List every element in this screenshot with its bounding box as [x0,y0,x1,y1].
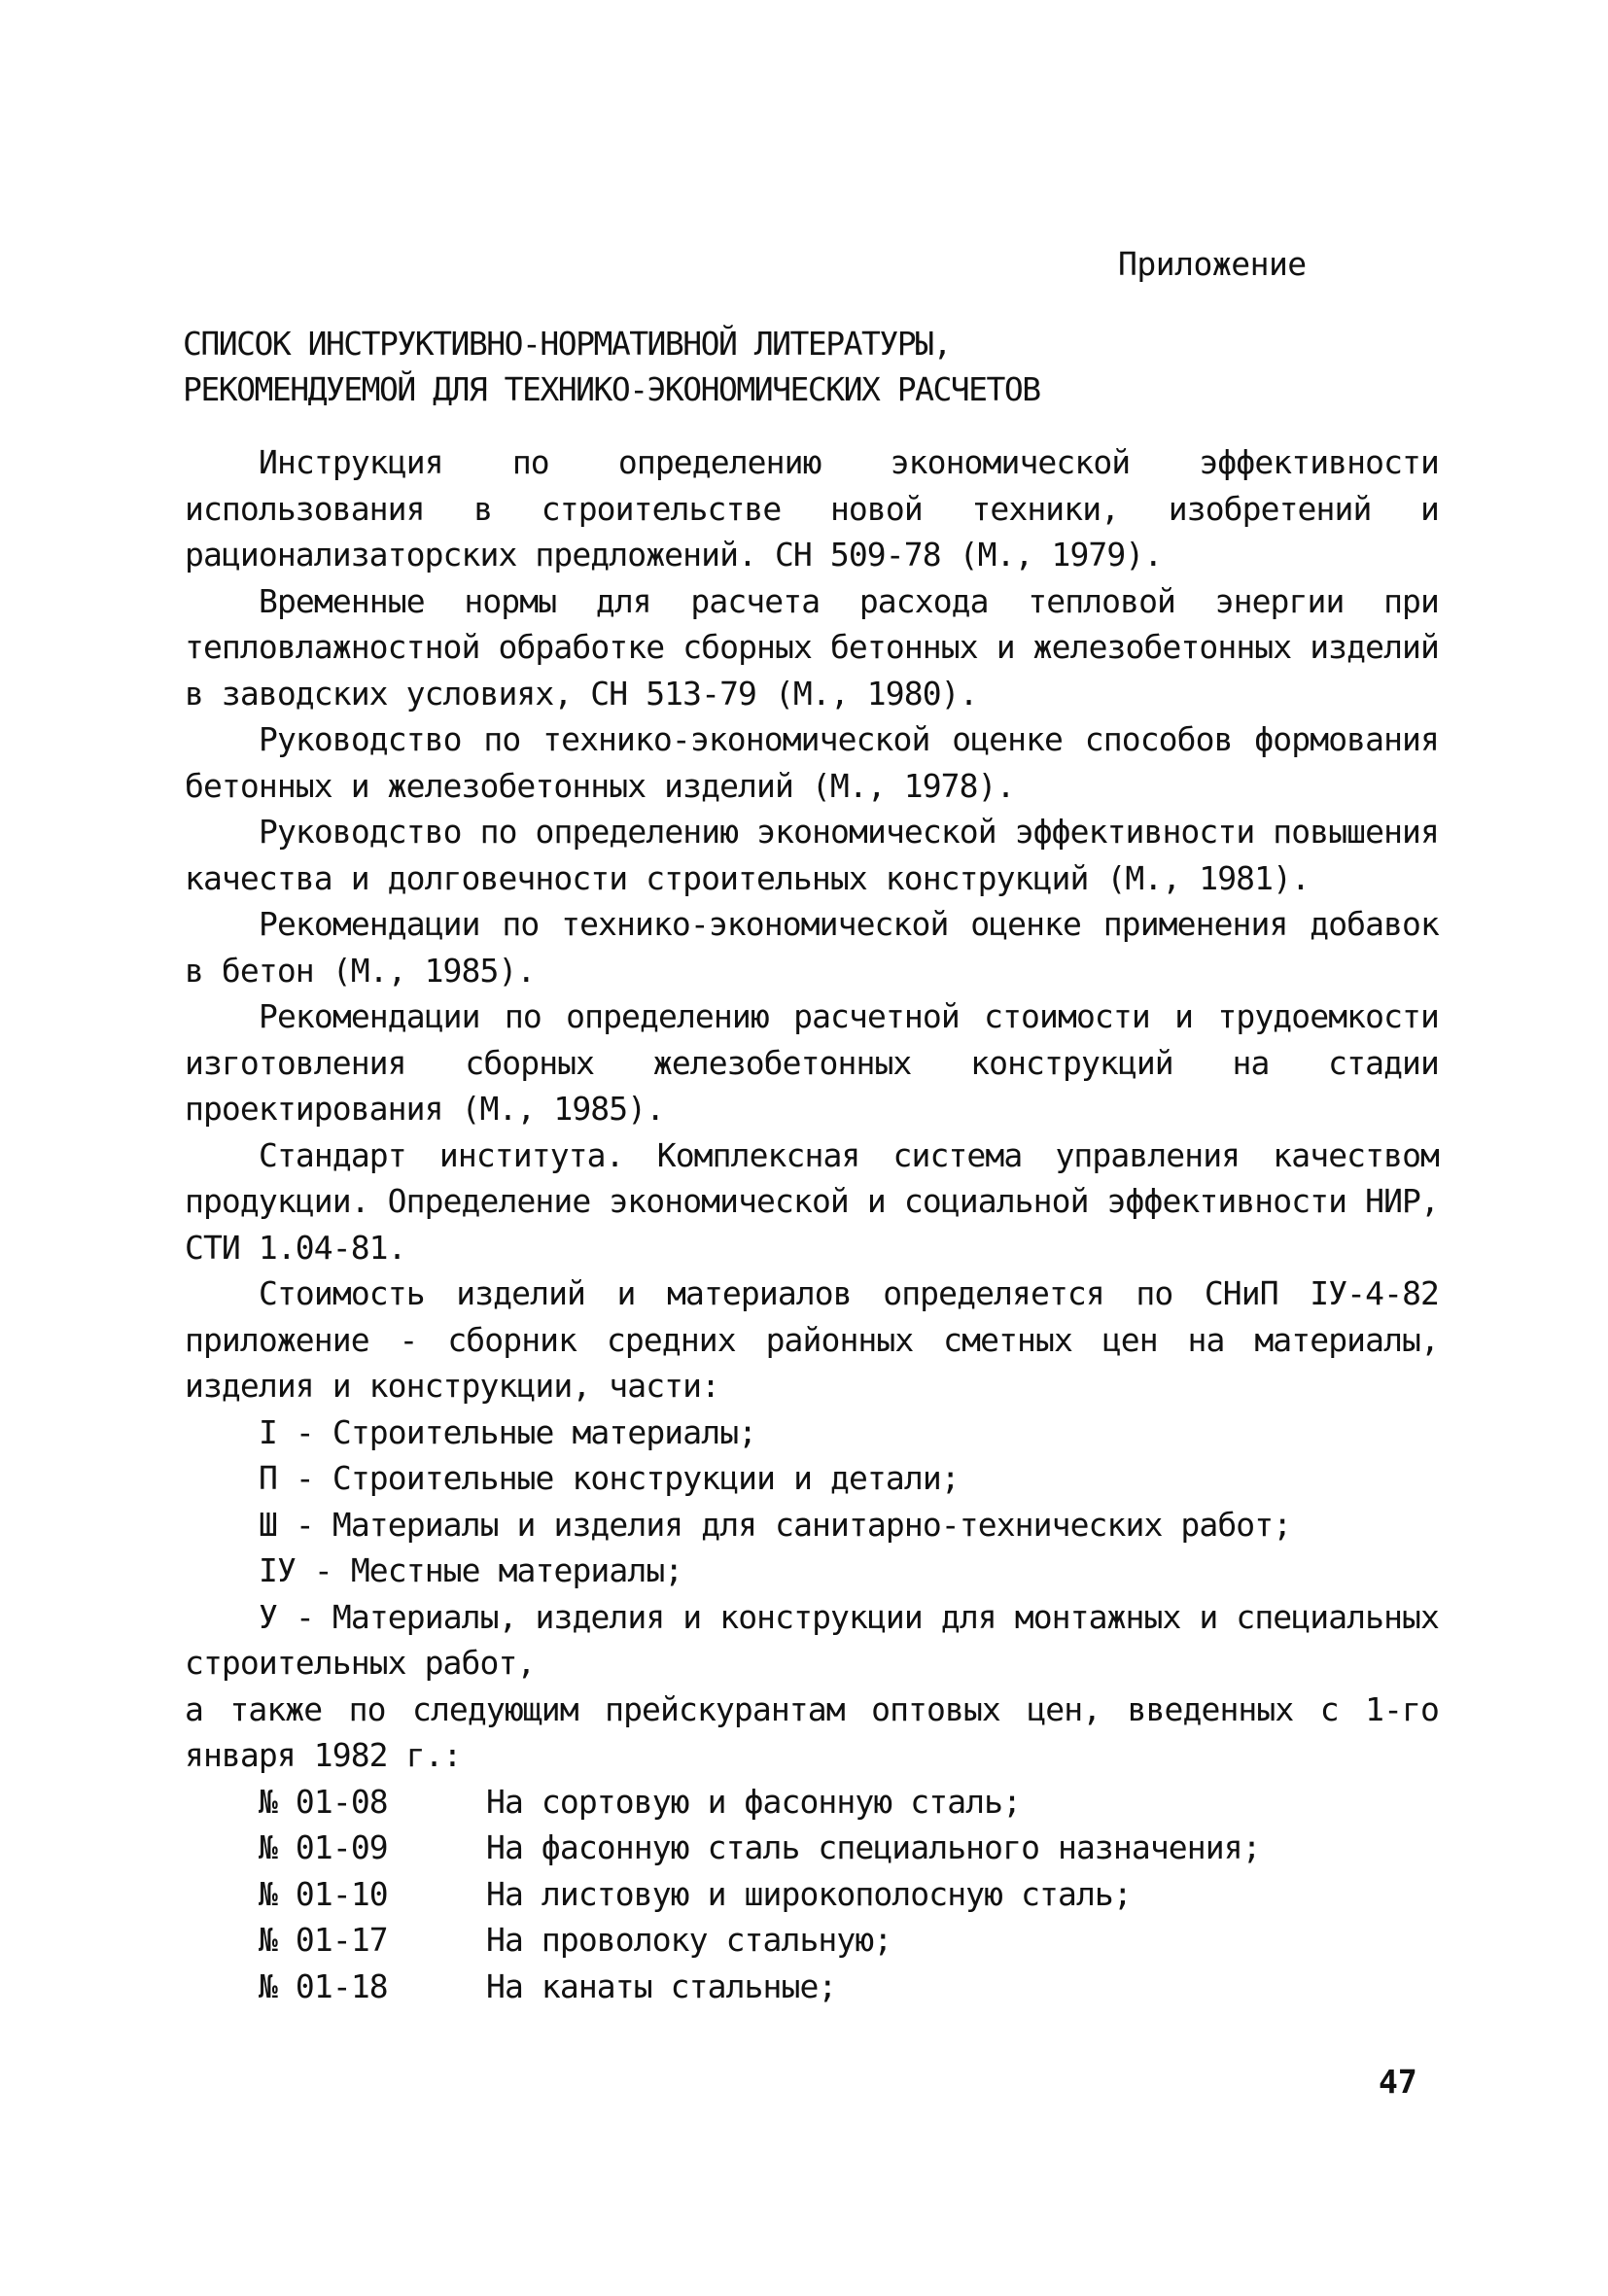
price-list-title: На сортовую и фасонную сталь; [486,1782,1022,1821]
price-list-title: На фасонную сталь специального назначения; [486,1828,1261,1866]
price-list-row [185,1779,1439,1826]
price-list-title: На проволоку стальную; [486,1921,892,1959]
title-line-2: РЕКОМЕНДУЕМОЙ ДЛЯ ТЕХНИКО-ЭКОНОМИЧЕСКИХ РАСЧЕТОВ [183,370,1040,408]
price-list-title: На листовую и широкополосную сталь; [486,1874,1132,1913]
part-item-3: Ш - Материалы и изделия для санитарно-технических работ; [259,1505,1292,1544]
paragraph-recommendations-additives: Рекомендации по технико-экономической оценке применения добавок в бетон (М., 1985). [185,905,1439,990]
price-list-row [185,1825,1439,1871]
price-list-row [185,1964,1439,2010]
paragraph-guide-forming-methods: Руководство по технико-экономической оценке способов формования бетонных и железобетонных изделий (М., 1978). [185,720,1439,805]
price-list-number: № 01-08 [259,1782,388,1821]
price-list-number: № 01-09 [259,1828,388,1866]
paragraph-guide-quality-durability: Руководство по определению экономической эффективности повышения качества и долговечности строительных конструкций (М., 1981). [185,813,1439,897]
part-item-2: П - Строительные конструкции и детали; [259,1459,960,1497]
appendix-label: Приложение [1118,245,1307,283]
document-body [185,439,1439,2009]
paragraph-recommendations-cost-labor: Рекомендации по определению расчетной стоимости и трудоемкости изготовления сборных железобетонных конструкций на стадии проектирования (М., 1985). [185,997,1439,1128]
paragraph-cost-determination: Стоимость изделий и материалов определяется по СНиП IУ-4-82 приложение - сборник средних районных сметных цен на материалы, изделия и конструкции, части: [185,1274,1439,1405]
price-list-row [185,1871,1439,1918]
price-list-row [185,1917,1439,1964]
price-list-number: № 01-18 [259,1966,388,2005]
title-line-1: СПИСОК ИНСТРУКТИВНО-НОРМАТИВНОЙ ЛИТЕРАТУРЫ, [183,325,951,363]
page-number: 47 [1379,2063,1417,2101]
part-item-1: I - Строительные материалы; [259,1412,757,1451]
price-list-title: На канаты стальные; [486,1966,837,2005]
price-lists-intro: а также по следующим прейскурантам оптовых цен, введенных с 1-го января 1982 г.: [185,1689,1439,1774]
part-item-5: У - Материалы, изделия и конструкции для монтажных и специальных строительных работ, [185,1597,1439,1682]
part-item-4: IУ - Местные материалы; [259,1551,683,1589]
price-list-number: № 01-17 [259,1921,388,1959]
price-list-number: № 01-10 [259,1874,388,1913]
paragraph-instruction-sn-509-78: Инструкция по определению экономической эффективности использования в строительстве новой техники, изобретений и рационализаторских предложений. СН 509-78 (М., 1979). [185,443,1439,574]
paragraph-institute-standard: Стандарт института. Комплексная система управления качеством продукции. Определение экономической и социальной эффективности НИР, СТИ 1.04-81. [185,1135,1439,1267]
paragraph-norms-sn-513-79: Временные нормы для расчета расхода тепловой энергии при тепловлажностной обработке сборных бетонных и железобетонных изделий в заводских условиях, СН 513-79 (М., 1980). [185,581,1439,713]
document-title [183,321,1040,412]
